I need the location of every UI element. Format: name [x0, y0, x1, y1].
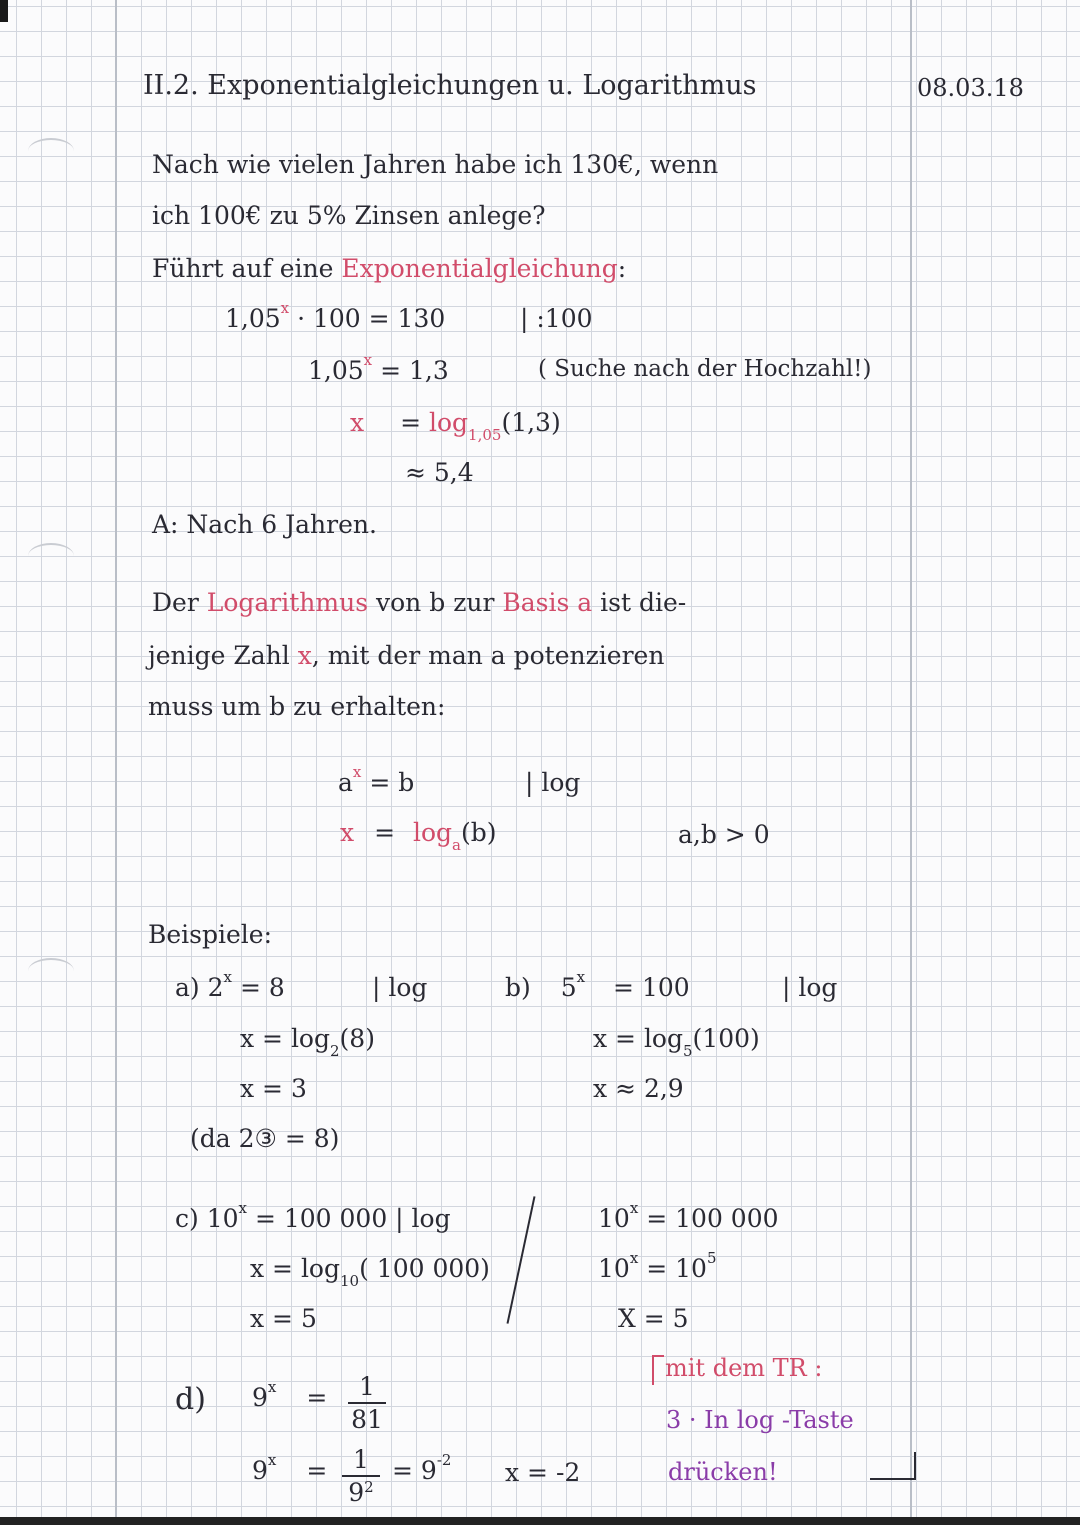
example-d-label: d)	[175, 1382, 206, 1417]
exponent: 5	[706, 1249, 717, 1267]
exponent: x	[576, 968, 586, 986]
rule-equation-2	[340, 818, 497, 854]
problem-line-2: ich 100€ zu 5% Zinsen anlege?	[152, 201, 546, 230]
term: 10	[598, 1204, 630, 1233]
text: jenige Zahl	[148, 641, 290, 670]
example-a-operation: | log	[372, 973, 428, 1002]
label: c)	[175, 1204, 199, 1233]
label: a)	[175, 973, 200, 1002]
example-d-fraction-2	[342, 1447, 380, 1505]
example-a-line-3: x = 3	[240, 1074, 307, 1103]
text: , mit der man a potenzieren	[311, 641, 665, 670]
term: 5	[560, 973, 577, 1002]
exponent: x	[267, 1378, 277, 1396]
term: = 1,3	[380, 356, 449, 385]
exponent: x	[238, 1199, 247, 1217]
definition-line-1	[152, 590, 686, 615]
log-base: 10	[340, 1272, 360, 1290]
key-term-logarithmus: Logarithmus	[206, 588, 369, 617]
punch-hole	[28, 958, 74, 984]
exponent: -2	[436, 1451, 452, 1469]
term: = 100	[613, 973, 690, 1002]
term: 10	[206, 1204, 239, 1233]
answer: A: Nach 6 Jahren.	[152, 510, 377, 539]
term: 9	[252, 1383, 268, 1412]
page-title: II.2. Exponentialgleichungen u. Logarithmus	[143, 70, 757, 101]
example-c-alt-line-3: X = 5	[618, 1304, 689, 1333]
text: :	[617, 254, 627, 283]
term: 1,05	[308, 356, 364, 385]
term: · 100 = 130	[297, 304, 446, 333]
left-margin-line	[115, 0, 117, 1525]
equation-4: ≈ 5,4	[405, 458, 474, 487]
term: =	[306, 1456, 328, 1485]
exponent: x	[352, 763, 362, 781]
term: (1,3)	[501, 408, 561, 437]
text: von b	[376, 588, 446, 617]
equation-1-operation: | :100	[520, 304, 593, 333]
denominator	[342, 1475, 380, 1505]
example-a-line-2	[240, 1024, 375, 1060]
example-c-line-2	[250, 1254, 490, 1290]
example-c-line-3: x = 5	[250, 1304, 317, 1333]
exponent: x	[629, 1199, 639, 1217]
numerator: 1	[359, 1372, 375, 1401]
term: x = log	[240, 1024, 330, 1053]
term: 9	[348, 1478, 365, 1507]
term: 1,05	[225, 304, 281, 333]
term: a	[338, 768, 353, 797]
example-d-line-2-right	[392, 1451, 452, 1485]
text: Der	[152, 588, 199, 617]
text: ist die-	[600, 588, 687, 617]
punch-hole	[28, 138, 74, 164]
problem-line-1: Nach wie vielen Jahren habe ich 130€, wenn	[152, 150, 719, 179]
right-margin-line	[910, 0, 912, 1525]
equation-2	[308, 351, 449, 385]
term: ( 100 000)	[359, 1254, 490, 1283]
log-term: log	[428, 408, 469, 437]
page-date: 08.03.18	[917, 74, 1024, 102]
exponent: x	[363, 351, 373, 369]
rule-operation: | log	[525, 768, 581, 797]
term: 10	[598, 1254, 630, 1283]
numerator: 1	[353, 1445, 369, 1474]
equation-1	[225, 299, 446, 333]
exponent: 2	[364, 1478, 374, 1496]
example-b-line-3: x ≈ 2,9	[593, 1074, 684, 1103]
term: =	[306, 1383, 328, 1412]
key-term-exponentialgleichung: Exponentialgleichung	[341, 254, 618, 283]
term: (8)	[339, 1024, 375, 1053]
log-base: 5	[683, 1042, 693, 1060]
log-term: log	[412, 818, 453, 847]
term: = b	[369, 768, 415, 797]
key-term-basis: Basis a	[502, 588, 593, 617]
term: = 100 000	[646, 1204, 779, 1233]
example-a-line-1	[175, 968, 285, 1002]
example-d-line-1-left	[252, 1378, 328, 1412]
example-c-alt-line-1	[598, 1199, 779, 1233]
punch-hole	[28, 543, 74, 569]
exponent: x	[223, 968, 232, 986]
term: (100)	[692, 1024, 760, 1053]
problem-line-3	[152, 256, 626, 281]
scan-edge	[0, 0, 8, 22]
example-b-operation: | log	[782, 973, 838, 1002]
term: 9	[252, 1456, 268, 1485]
term: x = log	[593, 1024, 683, 1053]
scan-edge	[0, 1517, 1080, 1525]
rule-condition: a,b > 0	[678, 820, 770, 849]
term: 2	[207, 973, 224, 1002]
example-a-line-4: (da 2③ = 8)	[190, 1124, 340, 1153]
label: b)	[505, 973, 531, 1002]
definition-line-2	[148, 643, 664, 668]
rule-equation-1	[338, 763, 415, 797]
tip-line-1: mit dem TR :	[665, 1354, 823, 1382]
definition-line-3: muss um b zu erhalten:	[148, 692, 446, 721]
tip-line-3: drücken!	[668, 1458, 778, 1486]
example-c-alt-line-2	[598, 1249, 717, 1283]
examples-heading: Beispiele:	[148, 920, 272, 949]
example-d-line-2-left	[252, 1451, 328, 1485]
term: = 8	[239, 973, 285, 1002]
log-base: 2	[330, 1042, 340, 1060]
term: = 100 000 | log	[254, 1204, 451, 1233]
example-b-line-1	[505, 968, 690, 1002]
exponent: x	[280, 299, 290, 317]
tip-line-2: 3 · In log -Taste	[666, 1406, 854, 1434]
term: (b)	[460, 818, 497, 847]
corner-hook	[870, 1452, 916, 1480]
denominator: 81	[348, 1402, 386, 1432]
exponent: x	[629, 1249, 639, 1267]
variable: x	[350, 408, 365, 437]
term: = 10	[646, 1254, 707, 1283]
example-d-result: x = -2	[505, 1458, 581, 1487]
term: = 9	[392, 1456, 437, 1485]
equation-2-note: ( Suche nach der Hochzahl!)	[538, 356, 872, 382]
exponent: x	[267, 1451, 277, 1469]
term: =	[374, 818, 396, 847]
text: zur	[453, 588, 495, 617]
divider-stroke	[507, 1196, 536, 1324]
text: Führt auf eine	[152, 254, 334, 283]
log-base: a	[452, 836, 461, 854]
example-b-line-2	[593, 1024, 760, 1060]
equation-3	[350, 408, 561, 444]
variable: x	[340, 818, 355, 847]
example-c-line-1	[175, 1199, 451, 1233]
tip-bracket	[652, 1355, 664, 1385]
log-base: 1,05	[468, 426, 502, 444]
term: x = log	[250, 1254, 340, 1283]
variable: x	[297, 641, 312, 670]
example-d-fraction	[348, 1374, 386, 1432]
term: =	[400, 408, 422, 437]
